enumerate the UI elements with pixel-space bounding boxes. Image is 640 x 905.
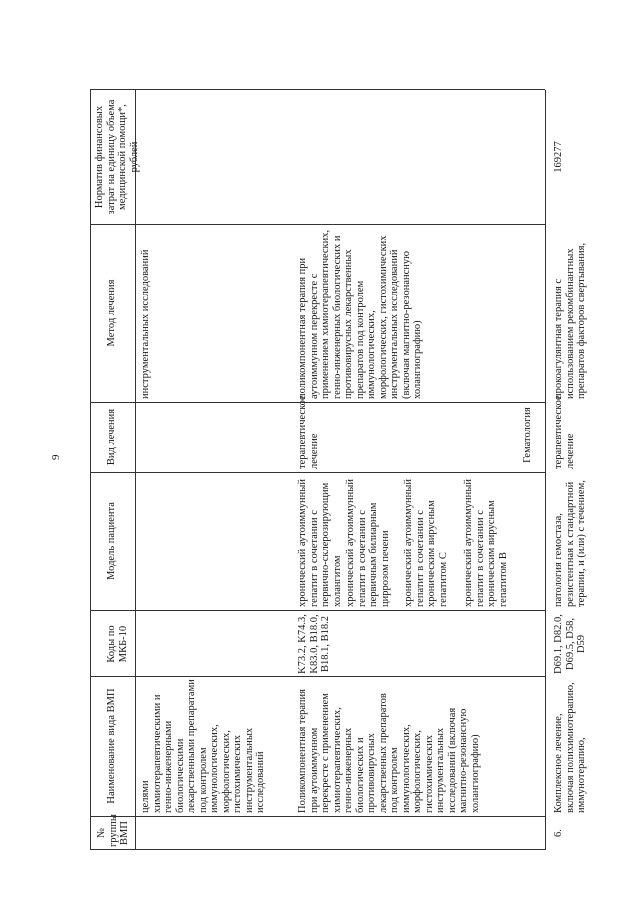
table-bottom-border: [545, 90, 546, 850]
header-model: Модель пациента: [106, 502, 117, 580]
row2-name: Комплексное лечение, включая полихимиотерапию, иммунотерапию,: [553, 682, 587, 813]
col-divider: [90, 676, 545, 677]
row1-model-1: хронический аутоиммунный гепатит в сочетании с первично-склерозирующим холангитом: [297, 479, 343, 607]
col-divider: [90, 610, 545, 611]
continuation-method: инструментальных исследований: [140, 249, 151, 399]
table-left-border: [90, 849, 545, 850]
table-right-border: [90, 89, 545, 90]
header-type: Вид лечения: [106, 408, 117, 466]
row2-codes: D69.1, D82.0, D69.5, D58, D59: [553, 614, 587, 674]
header-codes: Коды по МКБ-10: [106, 625, 129, 663]
row2-type: терапевтическое лечение: [553, 395, 576, 469]
header-group: № группы ВМП: [96, 814, 130, 847]
header-name: Наименование вида ВМП: [106, 688, 117, 804]
row1-model-2: хронический аутоиммунный гепатит в сочетании с первичным билиарным циррозом печени: [345, 479, 391, 607]
row1-type: терапевтическое лечение: [297, 395, 320, 469]
continuation-name: целями химиотерапевтическими и генно-инженерными биологическими лекарственными препаратами под контролем иммунологических, морфологических, гистохимических инструментальных исследований: [140, 679, 266, 813]
header-method: Метод лечения: [106, 279, 117, 347]
row1-method: поликомпонентная терапия при аутоиммунном перекресте с применением химиотерапевтических, генно-инженерных биологических и противовирусных лекарственных препаратов под контролем иммунологических, морфологических, гистохимических инструментальных исследований (включая магнитно-резонансную холангиографию): [297, 229, 423, 399]
col-divider: [90, 816, 545, 817]
section-title: Гематология: [522, 407, 533, 463]
row1-codes: K73.2, K74.3, K83.0, B18.0, B18.1, B18.2: [297, 614, 331, 674]
row1-name: Поликомпонентная терапия при аутоиммунном перекресте с применением химиотерапевтических, генно-инженерных биологических и противовирусных лекарственных препаратов под контролем иммунологических, морфологических, гистохимических инструментальных исследований (включая магнитно-резонансную холангиографию): [297, 689, 481, 813]
header-norm: Норматив финансовых затрат на единицу объема медицинской помощи*, рублей: [94, 99, 140, 215]
col-divider: [90, 224, 545, 225]
table-top-border: [90, 90, 91, 850]
row1-model-4: хронический аутоиммунный гепатит в сочетании с хроническим вирусным гепатитом B: [463, 479, 509, 607]
page-number: 9: [50, 454, 62, 460]
col-divider: [90, 472, 545, 473]
row2-model: патология гемостаза, резистентная к стандартной терапии, и (или) с течением,: [553, 480, 587, 607]
row2-norm: 169277: [553, 141, 564, 173]
row2-method: прокоагулянтная терапия с использованием рекомбинантных препаратов факторов свертывания,: [553, 242, 587, 399]
row2-group: 6.: [553, 829, 564, 837]
row1-model-3: хронический аутоиммунный гепатит в сочетании с хроническим вирусным гепатитом C: [403, 479, 449, 607]
col-divider: [90, 402, 545, 403]
